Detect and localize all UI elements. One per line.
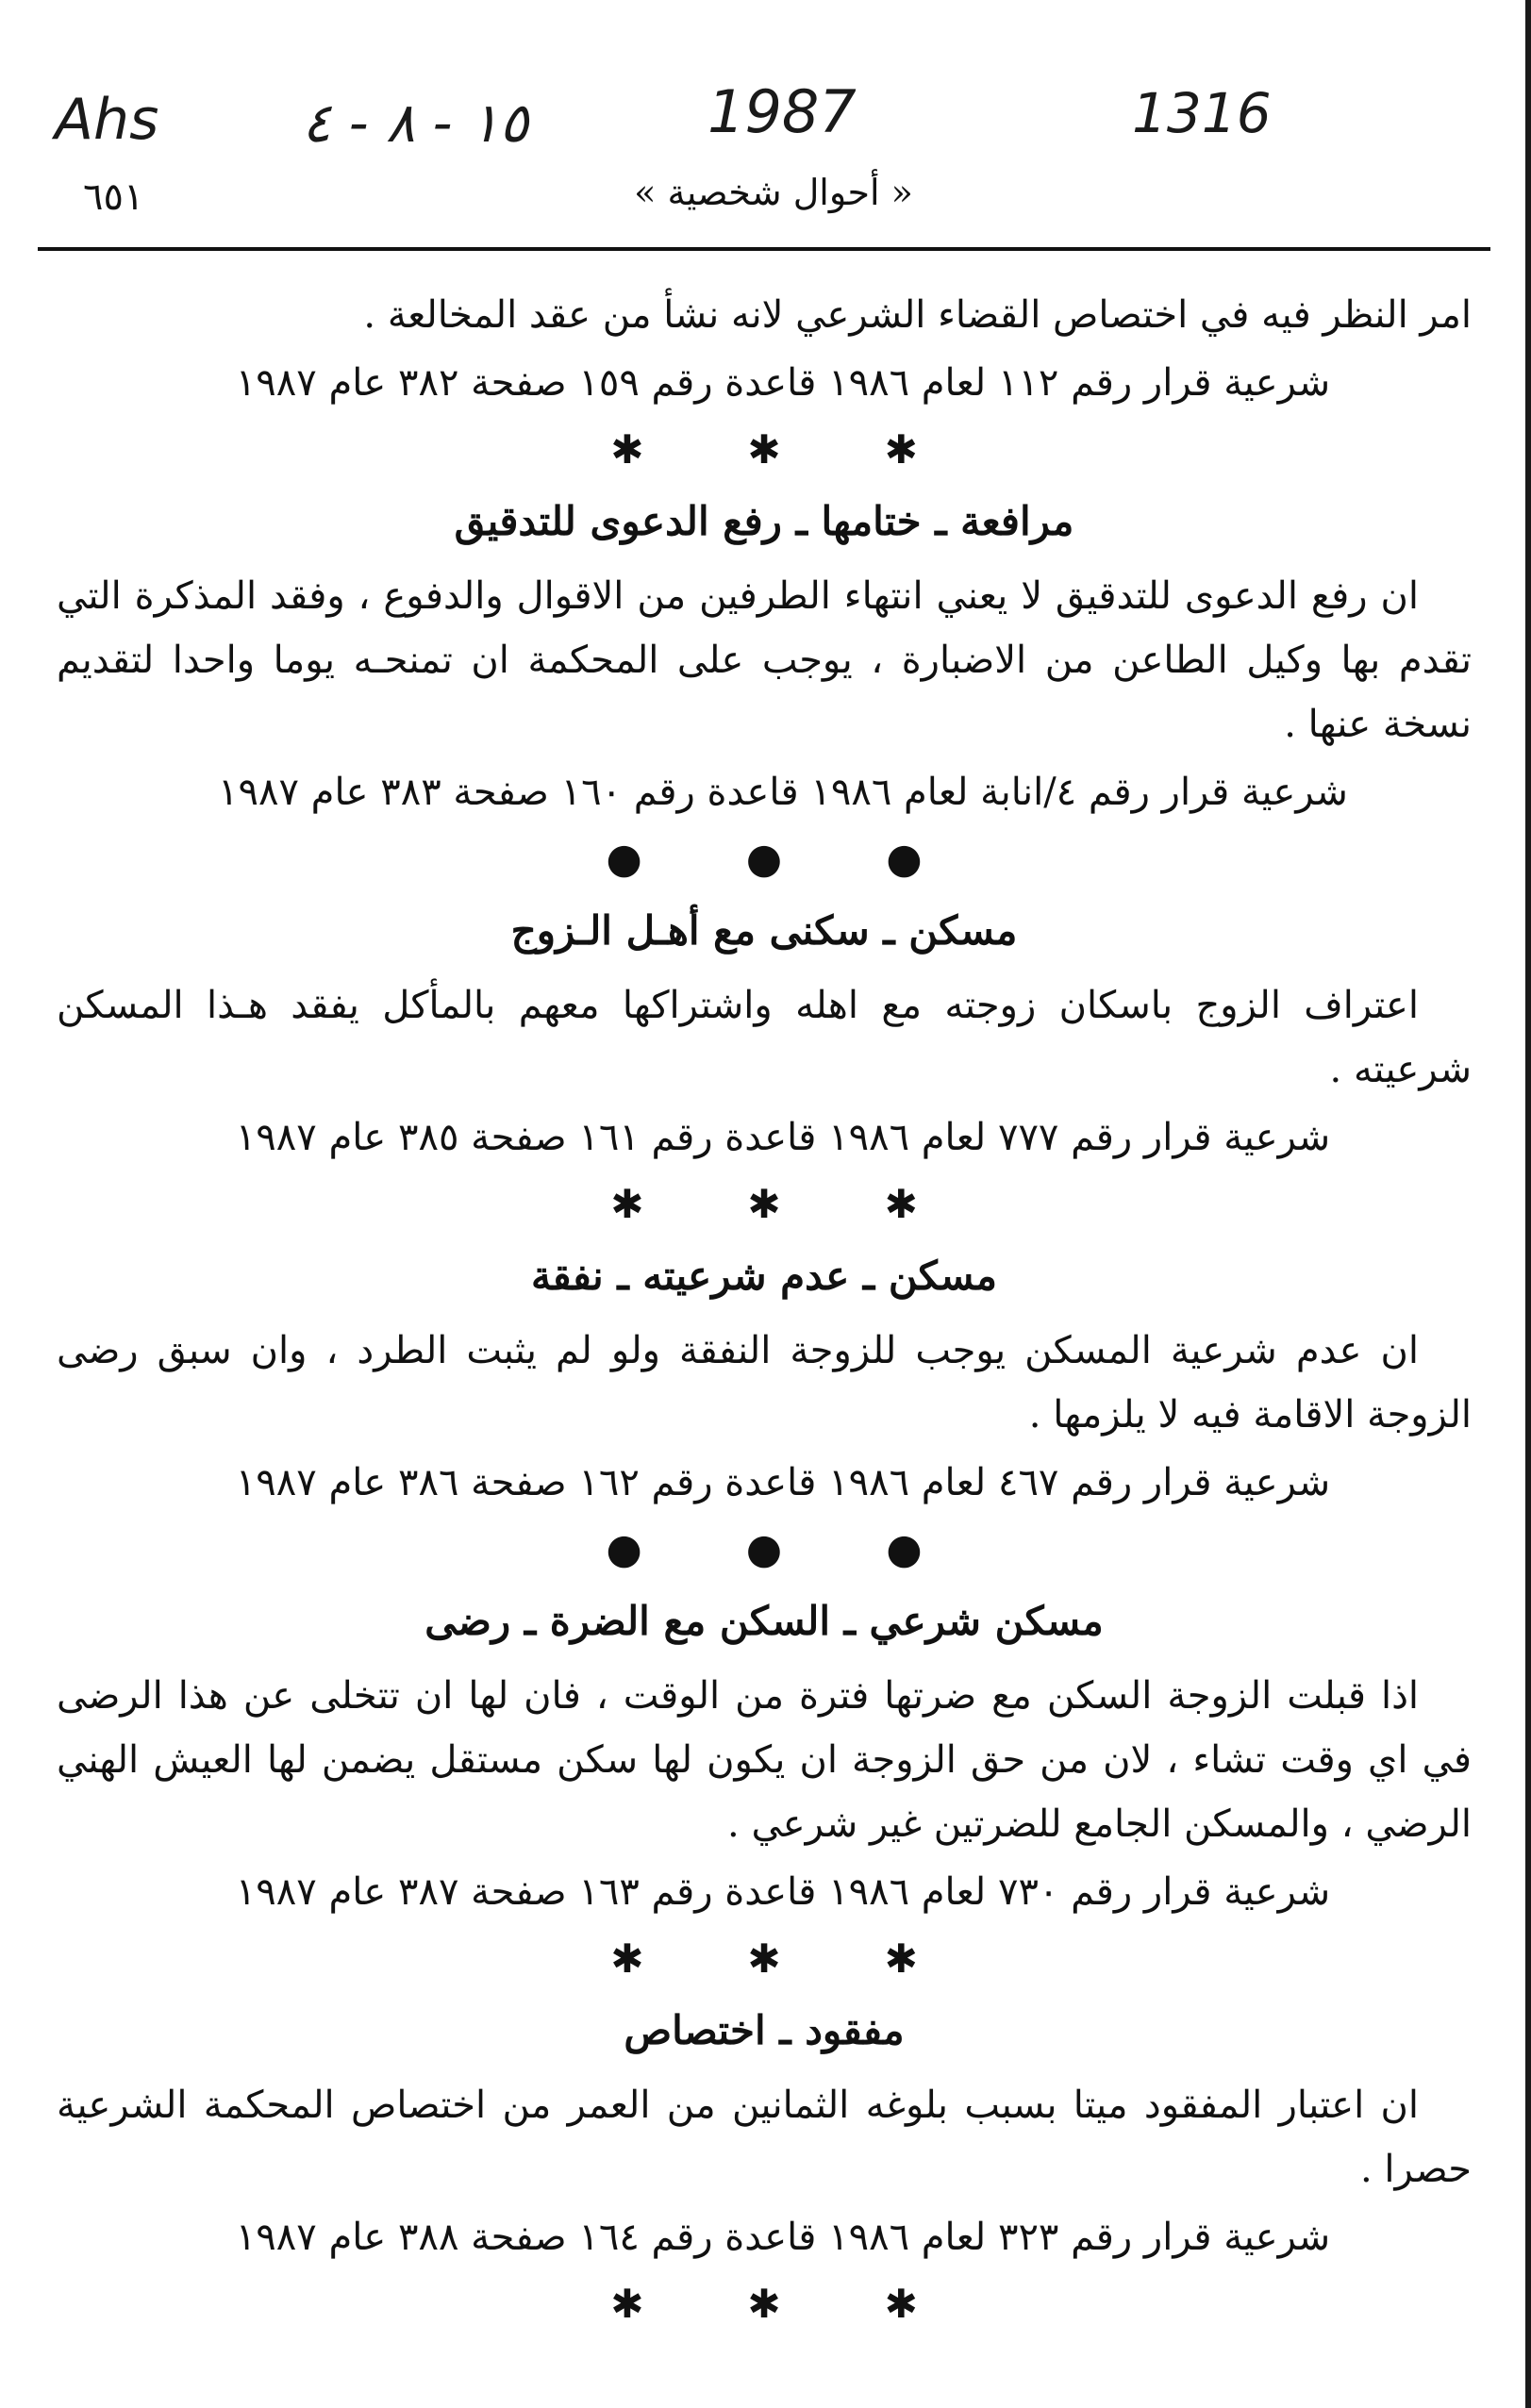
- section-separator: [57, 1520, 1472, 1579]
- asterisk-icon: ✱: [747, 1181, 781, 1227]
- handwritten-date: ١٥ - ٨ - ٤: [302, 91, 529, 155]
- asterisk-icon: ✱: [610, 1181, 644, 1227]
- section-separator: [57, 1930, 1472, 1988]
- ruling-citation: شرعية قرار رقم ٤/انابة لعام ١٩٨٦ قاعدة رقم ١٦٠ صفحة ٣٨٣ عام ١٩٨٧: [218, 771, 1348, 814]
- handwritten-code: Ahs: [55, 87, 159, 153]
- dot-icon: ●: [606, 835, 642, 883]
- dot-icon: ●: [606, 1525, 642, 1573]
- section-separator: [57, 1175, 1472, 1234]
- ruling-citation: شرعية قرار رقم ١١٢ لعام ١٩٨٦ قاعدة رقم ١٥٩ صفحة ٣٨٢ عام ١٩٨٧: [235, 361, 1331, 405]
- dot-icon: ●: [886, 1525, 923, 1573]
- section-separator: [57, 421, 1472, 479]
- page-number: ٦٥١: [83, 175, 144, 219]
- header-rule: [38, 247, 1490, 251]
- asterisk-icon: ✱: [610, 1935, 644, 1982]
- scan-edge: [1525, 0, 1531, 2408]
- section-separator: [57, 830, 1472, 888]
- ruling-citation: شرعية قرار رقم ٧٣٠ لعام ١٩٨٦ قاعدة رقم ١٦٣ صفحة ٣٨٧ عام ١٩٨٧: [235, 1870, 1331, 1914]
- running-title: « أحوال شخصية »: [634, 172, 913, 213]
- section-heading: مسكن ـ عدم شرعيته ـ نفقة: [531, 1253, 997, 1299]
- handwritten-year: 1987: [707, 77, 857, 146]
- ruling-paragraph: اعتراف الزوج باسكان زوجته مع اهله واشتراكها معهم بالمأكل يفقد هـذا المسكن شرعيته .: [57, 984, 1472, 1091]
- dot-icon: ●: [886, 835, 923, 883]
- ruling-paragraph: ان عدم شرعية المسكن يوجب للزوجة النفقة ولو لم يثبت الطرد ، وان سبق رضى الزوجة الاقامة فيه لا يلزمها .: [57, 1329, 1472, 1436]
- dot-icon: ●: [745, 1525, 783, 1573]
- dot-icon: ●: [745, 835, 783, 883]
- asterisk-icon: ✱: [610, 2281, 644, 2327]
- ruling-citation: شرعية قرار رقم ٤٦٧ لعام ١٩٨٦ قاعدة رقم ١٦٢ صفحة ٣٨٦ عام ١٩٨٧: [235, 1461, 1331, 1504]
- ruling-citation: شرعية قرار رقم ٣٢٣ لعام ١٩٨٦ قاعدة رقم ١٦٤ صفحة ٣٨٨ عام ١٩٨٧: [235, 2216, 1331, 2259]
- ruling-paragraph: اذا قبلت الزوجة السكن مع ضرتها فترة من الوقت ، فان لها ان تتخلى عن هذا الرضى في اي وقت تشاء ، لان من حق الزوجة ان يكون لها سكن مستقل يضمن لها العيش الهني الرضي ، والمسكن الجامع للضرتين غير شرعي .: [57, 1674, 1472, 1846]
- ruling-citation: شرعية قرار رقم ٧٧٧ لعام ١٩٨٦ قاعدة رقم ١٦١ صفحة ٣٨٥ عام ١٩٨٧: [235, 1116, 1331, 1159]
- asterisk-icon: ✱: [884, 2281, 918, 2327]
- asterisk-icon: ✱: [884, 1181, 918, 1227]
- section-separator: [57, 2275, 1472, 2333]
- section-heading: مفقود ـ اختصاص: [624, 2007, 905, 2053]
- asterisk-icon: ✱: [884, 1935, 918, 1982]
- asterisk-icon: ✱: [747, 1935, 781, 1982]
- asterisk-icon: ✱: [747, 426, 781, 473]
- asterisk-icon: ✱: [610, 426, 644, 473]
- asterisk-icon: ✱: [884, 426, 918, 473]
- section-heading: مسكن شرعي ـ السكن مع الضرة ـ رضى: [424, 1598, 1104, 1644]
- handwritten-number: 1316: [1132, 81, 1272, 145]
- ruling-paragraph: ان اعتبار المفقود ميتا بسبب بلوغه الثمانين من العمر من اختصاص المحكمة الشرعية حصرا .: [57, 2084, 1472, 2191]
- ruling-paragraph: امر النظر فيه في اختصاص القضاء الشرعي لانه نشأ من عقد المخالعة .: [363, 293, 1472, 337]
- ruling-paragraph: ان رفع الدعوى للتدقيق لا يعني انتهاء الطرفين من الاقوال والدفوع ، وفقد المذكرة التي تقدم بها وكيل الطاعن من الاضبارة ، يوجب على المحكمة ان تمنحـه يوما واحدا لتقديم نسخة عنها .: [57, 574, 1472, 746]
- asterisk-icon: ✱: [747, 2281, 781, 2327]
- page-body: [57, 283, 1472, 2341]
- section-heading: مرافعة ـ ختامها ـ رفع الدعوى للتدقيق: [454, 498, 1074, 544]
- section-heading: مسكن ـ سكنى مع أهـل الـزوج: [510, 907, 1018, 954]
